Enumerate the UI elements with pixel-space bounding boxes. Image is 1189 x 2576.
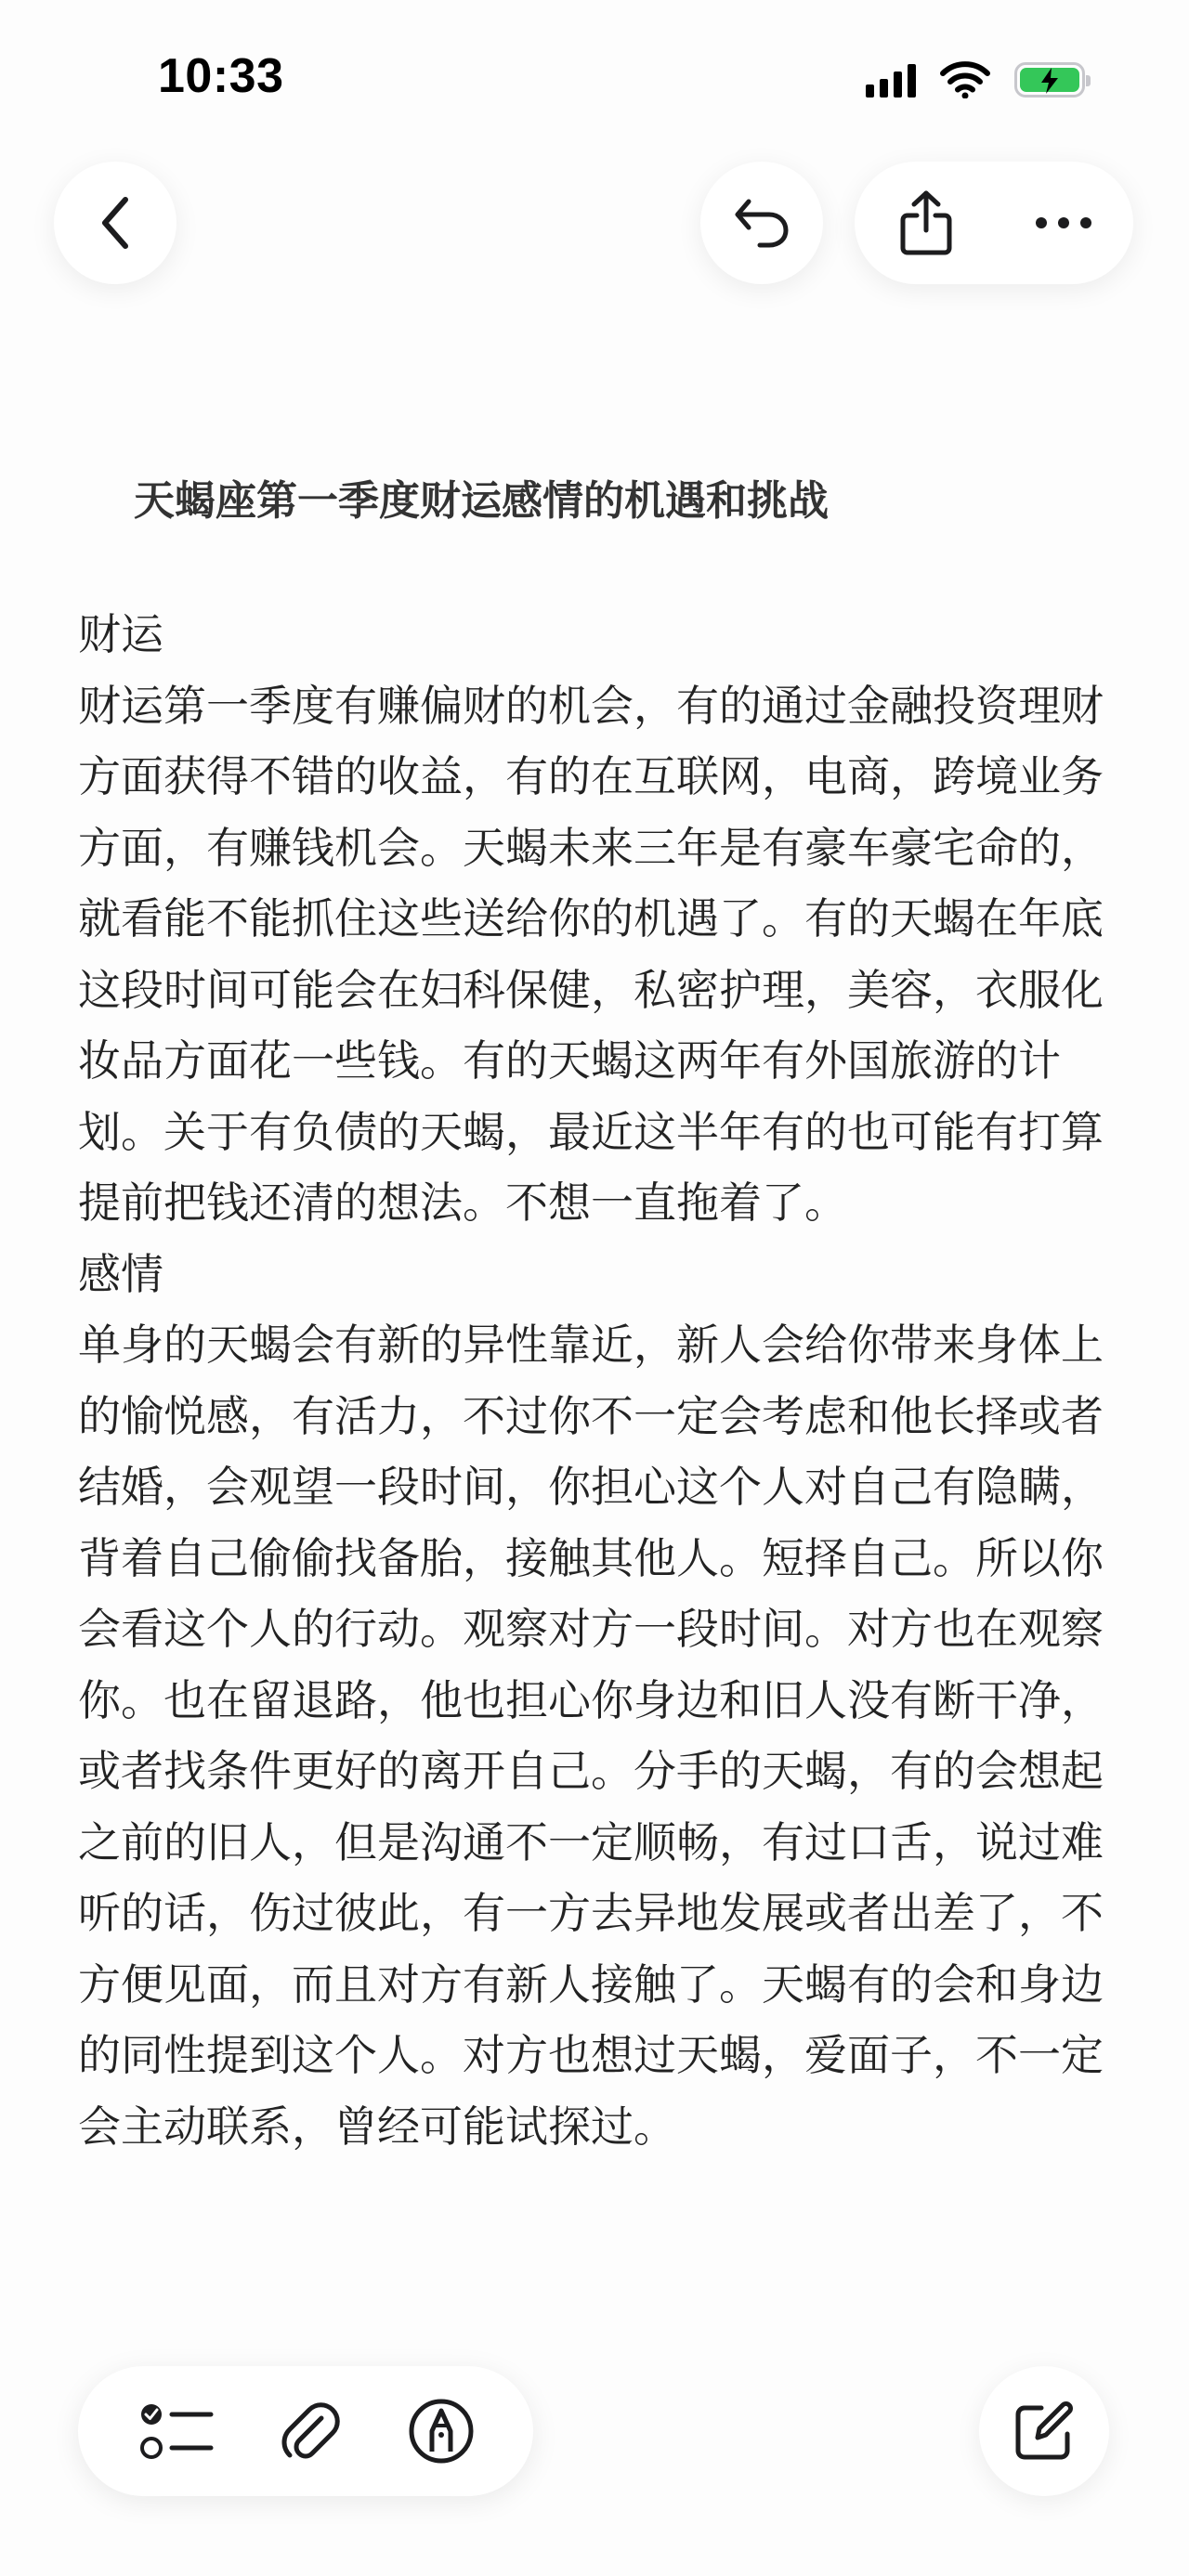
checklist-button[interactable] bbox=[126, 2366, 229, 2496]
section-heading-wealth[interactable]: 财运 bbox=[78, 609, 163, 659]
status-bar bbox=[0, 0, 1189, 158]
paragraph-wealth[interactable]: 财运第一季度有赚偏财的机会，有的通过金融投资理财方面获得不错的收益，有的在互联网，电商，跨境业务方面，有赚钱机会。天蝎未来三年是有豪车豪宅命的，就看能不能抓住这些送给你的机遇了。有的天蝎在年底这段时间可能会在妇科保健，私密护理，美容，衣服化妆品方面花一些钱。有的天蝎这两年有外国旅游的计划。关于有负债的天蝎，最近这半年有的也可能有打算提前把钱还清的想法。不想一直拖着了。 bbox=[78, 680, 1104, 1228]
checklist-icon bbox=[140, 2401, 215, 2461]
wifi-icon bbox=[940, 61, 990, 98]
note-body[interactable] bbox=[78, 599, 1118, 2162]
note-title[interactable]: 天蝎座第一季度财运感情的机遇和挑战 bbox=[134, 477, 829, 525]
more-button[interactable] bbox=[1013, 162, 1115, 284]
share-more-group bbox=[855, 162, 1133, 284]
paragraph-love[interactable]: 单身的天蝎会有新的异性靠近，新人会给你带来身体上的愉悦感，有活力，不过你不一定会考虑和他长择或者结婚，会观望一段时间，你担心这个人对自己有隐瞒，背着自己偷偷找备胎，接触其他人。短择自己。所以你会看这个人的行动。观察对方一段时间。对方也在观察你。也在留退路，他也担心你身边和旧人没有断干净，或者找条件更好的离开自己。分手的天蝎，有的会想起之前的旧人，但是沟通不一定顺畅，有过口舌，说过难听的话，伤过彼此，有一方去异地发展或者出差了，不方便见面，而且对方有新人接触了。天蝎有的会和身边的同性提到这个人。对方也想过天蝎，爱面子，不一定会主动联系，曾经可能试探过。 bbox=[78, 1320, 1104, 2152]
share-icon bbox=[898, 189, 954, 256]
compose-icon bbox=[1013, 2400, 1075, 2462]
markup-pen-icon bbox=[408, 2398, 475, 2465]
chevron-left-icon bbox=[97, 195, 134, 251]
back-button[interactable] bbox=[54, 162, 176, 284]
paperclip-icon bbox=[281, 2398, 340, 2465]
undo-button[interactable] bbox=[700, 162, 823, 284]
bottom-toolbar bbox=[78, 2366, 533, 2496]
note-content[interactable] bbox=[78, 436, 1118, 2162]
undo-icon bbox=[732, 196, 791, 250]
status-icons bbox=[866, 58, 1085, 102]
more-icon bbox=[1035, 216, 1092, 229]
share-button[interactable] bbox=[875, 162, 977, 284]
section-heading-love[interactable]: 感情 bbox=[78, 1248, 163, 1299]
battery-charging-icon bbox=[1014, 62, 1085, 98]
compose-button[interactable] bbox=[979, 2366, 1109, 2496]
attachment-button[interactable] bbox=[259, 2366, 361, 2496]
signal-icon bbox=[866, 62, 916, 98]
status-time: 10:33 bbox=[158, 49, 284, 103]
markup-button[interactable] bbox=[390, 2366, 492, 2496]
